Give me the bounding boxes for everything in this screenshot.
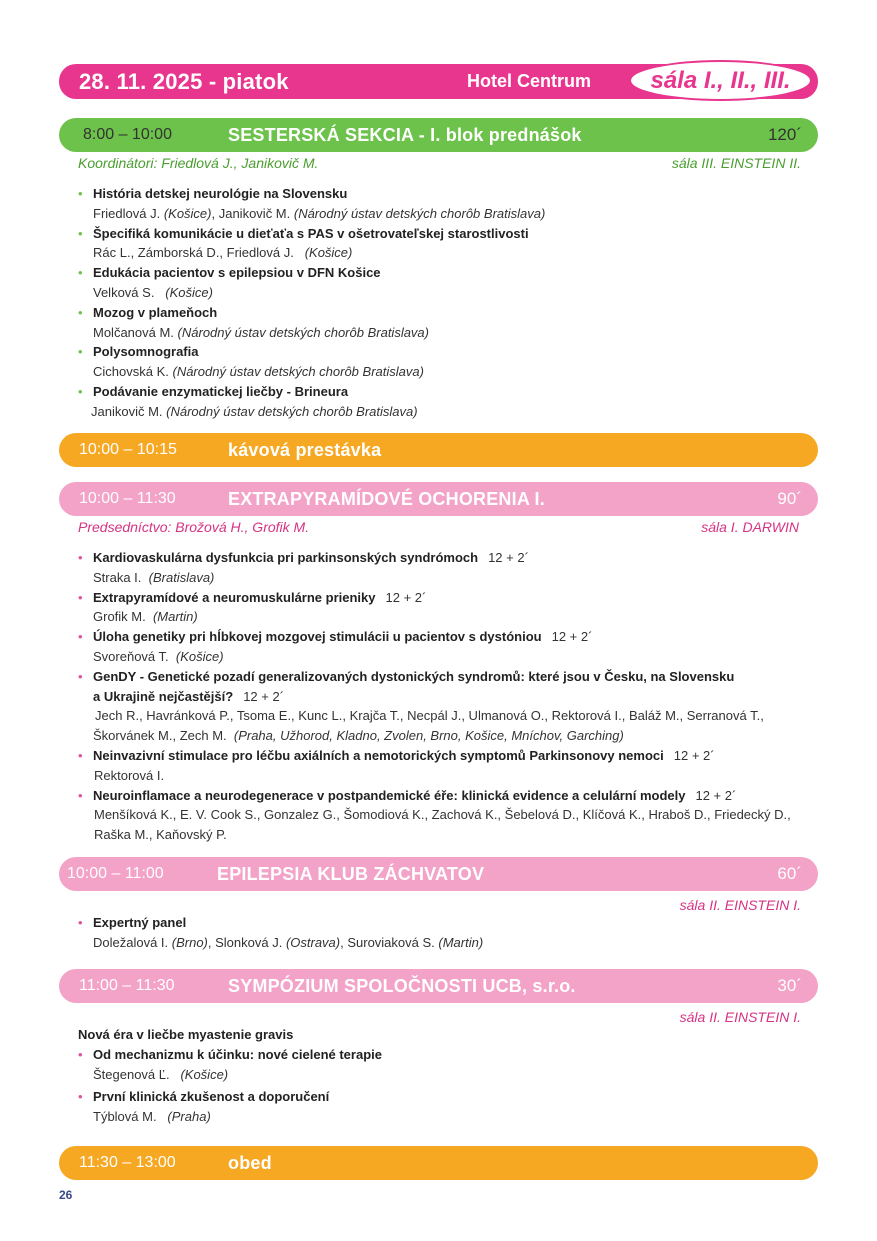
session-bar-extrapyramidal (59, 482, 818, 516)
talk-title: História detskej neurológie na Slovensku (93, 186, 348, 201)
rooms-badge: sála I., II., III. (629, 60, 812, 101)
session-time: 8:00 – 10:00 (83, 126, 172, 143)
talk-list-ucb (78, 1025, 382, 1127)
talk-place: (Košice) (175, 648, 224, 664)
talk-authors: Svoreňová T. (93, 648, 176, 664)
talk-place: (Košice) (165, 284, 213, 300)
break-title: obed (228, 1152, 272, 1173)
talk-title: Polysomnografia (93, 344, 199, 360)
talk-authors: Molčanová M. (93, 324, 178, 340)
talk-authors: Menšíková K., E. V. Cook S., Gonzalez G., Šomodiová K., Zachová K., Šebelová D., Klíčová K., Hraboš D., Friedecký D., (94, 807, 791, 823)
session-title: SYMPÓZIUM SPOLOČNOSTI UCB, s.r.o. (228, 975, 576, 996)
talk-authors: Velková S. (93, 284, 166, 300)
session-room: sála III. EINSTEIN II. (671, 155, 801, 171)
talk-place: (Ostrava) (285, 934, 341, 950)
talk-title: Expertný panel (93, 915, 187, 930)
talk-title: Edukácia pacientov s epilepsiou v DFN Košice (93, 265, 381, 281)
session-title: EPILEPSIA KLUB ZÁCHVATOV (217, 863, 485, 884)
talk-place: (Košice) (163, 205, 212, 221)
talk-title: Podávanie enzymatickej liečby - Brineura (93, 383, 349, 399)
talk-authors: Grofik M. (93, 609, 153, 625)
talk-place: (Národný ústav detských chorôb Bratislava) (166, 403, 418, 419)
talk-title: První klinická zkušenost a doporučení (93, 1089, 330, 1105)
session-time: 10:00 – 11:30 (79, 490, 176, 507)
talk-authors: Škorvánek M., Zech M. (93, 728, 234, 744)
talk-length: 12 + 2´ (243, 688, 285, 704)
talk-authors: Týblová M. (93, 1109, 168, 1125)
break-bar-lunch (59, 1146, 818, 1180)
break-title: kávová prestávka (228, 439, 382, 460)
talk-place: (Národný ústav detských chorôb Bratislava) (293, 205, 546, 221)
talk-length: 12 + 2´ (695, 787, 737, 803)
session-time: 11:00 – 11:30 (79, 977, 175, 994)
talk-authors: Raška M., Kaňovský P. (94, 827, 227, 843)
hotel-label: Hotel Centrum (467, 71, 592, 91)
list-item: • První klinická zkušenost a doporučení Týblová M. (Praha) (78, 1089, 330, 1125)
session-room: sála II. EINSTEIN I. (679, 897, 801, 913)
talk-length: 12 + 2´ (488, 550, 529, 565)
session-duration: 30´ (777, 976, 802, 995)
list-item: • Špecifiká komunikácie u dieťaťa s PAS v ošetrovateľskej starostlivosti Rác L., Zámborská D., Friedlová J. (Košice) (78, 225, 529, 261)
session-duration: 120´ (767, 125, 802, 144)
talk-authors: Rác L., Zámborská D., Friedlová J. (93, 245, 305, 261)
list-item: • Kardiovaskulárna dysfunkcia pri parkinsonských syndrómoch 12 + 2´ Straka I. (Bratislava) (78, 550, 529, 585)
chairs: Predsedníctvo: Brožová H., Grofik M. (78, 519, 310, 535)
talk-length: 12 + 2´ (673, 747, 715, 763)
talk-title: Neuroinflamace a neurodegenerace v postpandemické éře: klinická evidence a celulární modely (93, 787, 686, 803)
talk-authors: Straka I. (93, 569, 149, 585)
talk-place: (Košice) (180, 1066, 229, 1082)
list-item: • Extrapyramídové a neuromuskulárne prieniky 12 + 2´ Grofik M. (Martin) (78, 589, 427, 625)
talk-place: (Praha) (167, 1109, 211, 1125)
list-item: • Neuroinflamace a neurodegenerace v postpandemické éře: klinická evidence a celulární modely 12 + 2´ Menšíková K., E. V. Cook S., Gonzalez G., Šomodiová K., Zachová K., Šebelová D., Klíčová K., Hraboš D., Friedecký D., Raška M., Kaňovský P. (78, 787, 791, 843)
talk-authors: , Suroviaková S. (340, 934, 439, 950)
coordinators: Koordinátori: Friedlová J., Janikovič M. (78, 155, 319, 171)
session-bar-epilepsy (59, 857, 818, 891)
talk-title: Úloha genetiky pri hĺbkovej mozgovej stimulácii u pacientov s dystóniou (93, 629, 542, 645)
session-bar-nursing (59, 118, 818, 152)
talk-place: (Praha, Užhorod, Kladno, Zvolen, Brno, Košice, Mníchov, Garching) (233, 728, 624, 744)
break-bar-coffee (59, 433, 818, 467)
date-title: 28. 11. 2025 - piatok (79, 68, 289, 94)
list-item: • Podávanie enzymatickej liečby - Brineura Janikovič M. (Národný ústav detských chorôb Bratislava) (78, 383, 418, 419)
session-title: SESTERSKÁ SEKCIA - I. blok prednášok (228, 124, 582, 145)
talk-title: Kardiovaskulárna dysfunkcia pri parkinsonských syndrómoch (93, 550, 479, 565)
talk-authors: , Slonková J. (207, 934, 286, 950)
talk-title: Od mechanizmu k účinku: nové cielené terapie (93, 1046, 382, 1062)
page-number: 26 (59, 1188, 73, 1202)
talk-title: Extrapyramídové a neuromuskulárne prieniky (93, 589, 376, 605)
break-time: 10:00 – 10:15 (79, 441, 177, 458)
talk-authors: Jech R., Havránková P., Tsoma E., Kunc L., Krajča T., Necpál J., Ulmanová O., Rektorová I., Baláž M., Serranová T., (95, 708, 764, 724)
list-item: • Mozog v plameňoch Molčanová M. (Národný ústav detských chorôb Bratislava) (78, 304, 429, 340)
talk-authors: Janikovič M. (91, 403, 167, 419)
session-room: sála II. EINSTEIN I. (679, 1009, 801, 1025)
list-item: • Edukácia pacientov s epilepsiou v DFN Košice Velková S. (Košice) (78, 265, 381, 300)
talk-place: (Bratislava) (148, 569, 215, 585)
talk-title: GenDY - Genetické pozadí generalizovaných dystonických syndromů: které jsou v Česku, na Slovensku (93, 668, 735, 684)
session-room: sála I. DARWIN (701, 519, 799, 535)
talk-length: 12 + 2´ (385, 589, 427, 605)
symposium-heading: Nová éra v liečbe myastenie gravis (78, 1027, 294, 1042)
date-header-bar (59, 64, 818, 99)
talk-place: (Brno) (171, 934, 208, 950)
session-title: EXTRAPYRAMÍDOVÉ OCHORENIA I. (228, 488, 545, 509)
session-bar-ucb-symposium (59, 969, 818, 1003)
list-item: • Úloha genetiky pri hĺbkovej mozgovej stimulácii u pacientov s dystóniou 12 + 2´ Svoreňová T. (Košice) (78, 629, 593, 664)
talk-authors: Friedlová J. (93, 205, 164, 221)
talk-list-epilepsy (78, 913, 483, 953)
talk-place: (Národný ústav detských chorôb Bratislava) (177, 324, 429, 340)
talk-title: Špecifiká komunikácie u dieťaťa s PAS v ošetrovateľskej starostlivosti (93, 225, 529, 241)
talk-length: 12 + 2´ (551, 629, 593, 645)
list-item: • Od mechanizmu k účinku: nové cielené terapie Štegenová Ľ. (Košice) (78, 1046, 382, 1082)
talk-authors: Štegenová Ľ. (93, 1066, 181, 1082)
talk-place: (Národný ústav detských chorôb Bratislava) (172, 364, 424, 380)
talk-authors: Cichovská K. (93, 364, 173, 380)
list-item: • História detskej neurológie na Slovensku Friedlová J. (Košice), Janikovič M. (Národný ústav detských chorôb Bratislava) (78, 186, 546, 221)
talk-place: (Košice) (304, 245, 353, 261)
list-item: • Polysomnografia Cichovská K. (Národný ústav detských chorôb Bratislava) (78, 344, 424, 380)
talk-authors: , Janikovič M. (211, 205, 294, 221)
talk-list-nursing (78, 184, 545, 422)
talk-title: Mozog v plameňoch (93, 304, 218, 320)
talk-place: (Martin) (438, 934, 484, 950)
talk-authors: Doležalová I. (93, 934, 172, 950)
list-item: • Expertný panel Doležalová I. (Brno), Slonková J. (Ostrava), Suroviaková S. (Martin) (78, 915, 484, 950)
talk-title-continued: a Ukrajině nejčastější? (93, 688, 234, 704)
list-item: • GenDY - Genetické pozadí generalizovaných dystonických syndromů: které jsou v Česku, na Slovensku a Ukrajině nejčastější? 12 + 2´ Jech R., Havránková P., Tsoma E., Kunc L., Krajča T., Necpál J., Ulmanová O., Rektorová I., Baláž M., Serranová T., Škorvánek M., Zech M. (Praha, Užhorod, Kladno, Zvolen, Brno, Košice, Mníchov, Garching) (78, 668, 764, 744)
list-item: • Neinvazivní stimulace pro léčbu axiálních a nemotorických symptomů Parkinsonovy nemoci 12 + 2´ Rektorová I. (78, 747, 715, 783)
session-duration: 60´ (777, 864, 802, 883)
session-time: 10:00 – 11:00 (67, 865, 164, 882)
session-duration: 90´ (777, 489, 802, 508)
talk-place: (Martin) (152, 609, 198, 625)
talk-list-extrapyramidal (78, 548, 791, 845)
break-time: 11:30 – 13:00 (79, 1154, 176, 1171)
talk-title: Neinvazivní stimulace pro léčbu axiálních a nemotorických symptomů Parkinsonovy nemoci (93, 747, 664, 763)
talk-authors: Rektorová I. (94, 767, 165, 783)
